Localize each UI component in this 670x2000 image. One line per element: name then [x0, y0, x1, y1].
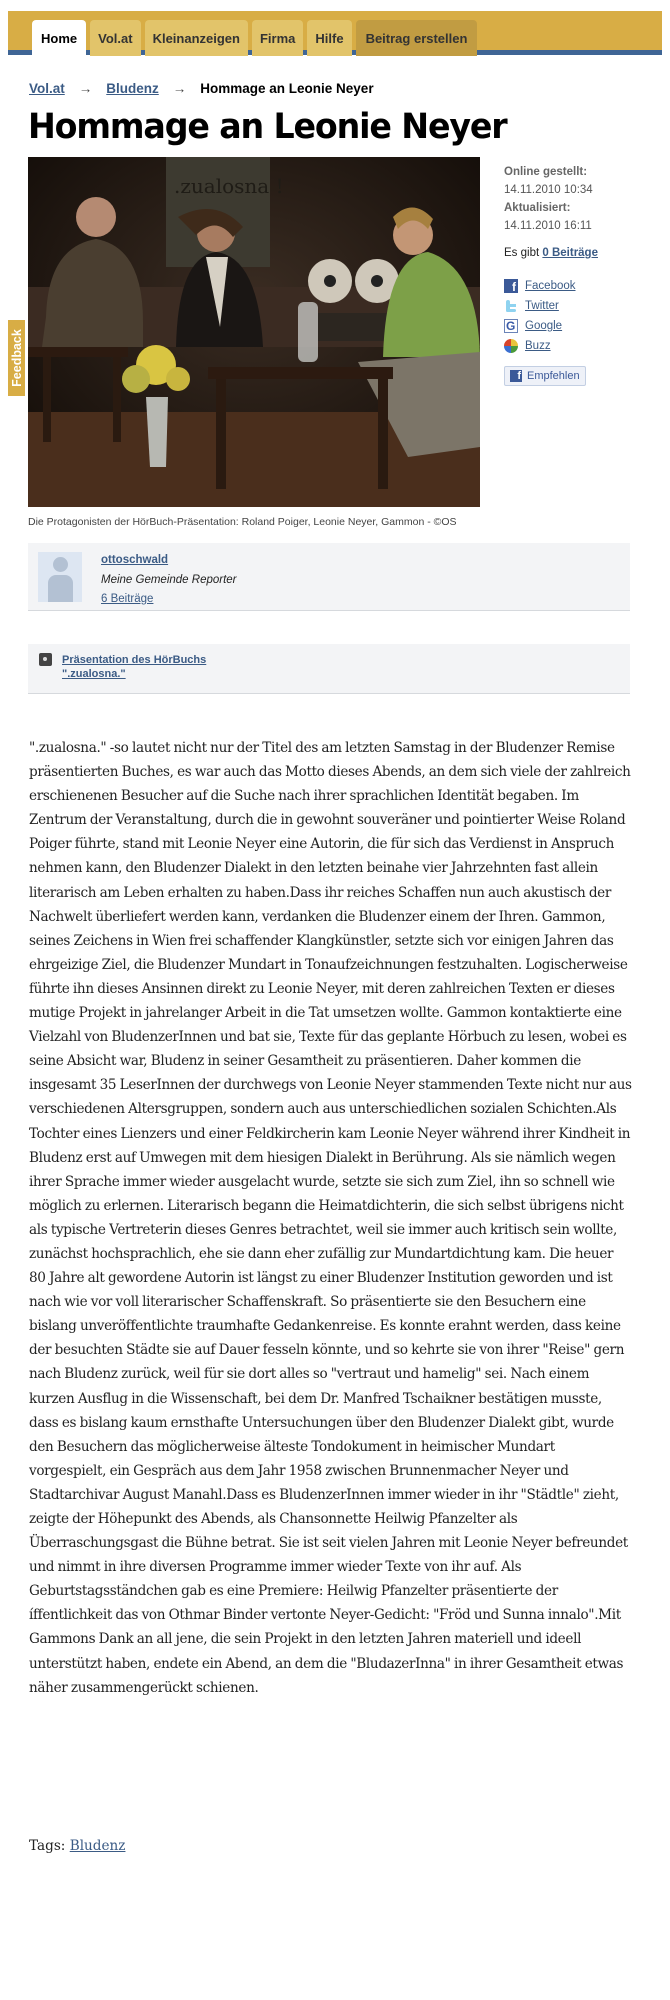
- page-title: Hommage an Leonie Neyer: [28, 107, 507, 147]
- tags: [29, 1838, 125, 1854]
- article-photo[interactable]: [28, 157, 480, 507]
- tab-hilfe[interactable]: Hilfe: [307, 20, 351, 56]
- article-body: ".zualosna." -so lautet nicht nur der Titel des am letzten Samstag in der Bludenzer Remise präsentierten Buches, es war auch das Motto dieses Abends, an dem sich viele der zahlreich erschienenen Besucher auf die Suche nach ihrer sprachlichen Identität begaben. Im Zentrum der Veranstaltung, durch die in gewohnt souveräner und pointierter Weise Roland Poiger führte, stand mit Leonie Neyer eine Autorin, die für sich das Verdienst in Anspruch nehmen kann, den Bludenzer Dialekt in den letzten beinahe vier Jahrzehnten fast allein literarisch am Leben erhalten zu haben.Dass ihr reiches Schaffen nun auch akustisch der Nachwelt überliefert werden kann, verdanken die Bludenzer einem der Ihren. Gammon, seines Zeichens in Wien frei schaffender Klangkünstler, setzte sich vor einigen Jahren das ehrgeizige Ziel, die Bludenzer Mundart in Tonaufzeichnungen festzuhalten. Logischerweise führte ihn dieses Ansinnen direkt zu Leonie Neyer, mit deren zahlreichen Texten er dieses mutige Projekt in jahrelanger Arbeit in die Tat umsetzen wollte. Gammon kontaktierte eine Vielzahl von BludenzerInnen und bat sie, Texte für das geplante Hörbuch zu lesen, wobei es seine Absicht war, Bludenz in seiner Gesamtheit zu präsentieren. Daher kommen die insgesamt 35 LeserInnen der durchwegs von Leonie Neyer stammenden Texte nicht nur aus verschiedenen Altersgruppen, sondern auch aus unterschiedlichen sozialen Schichten.Als Tochter eines Lienzers und einer Feldkircherin kam Leonie Neyer während ihrer Kindheit in Bludenz erst auf Umwegen mit dem hiesigen Dialekt in Berührung. Als sie nämlich wegen ihrer Sprache immer wieder ausgelacht wurde, setzte sie sich zum Ziel, ihn so schnell wie möglich zu erlernen. Literarisch begann die Heimatdichterin, die sich selbst übrigens nicht als typische Vertreterin dieses Genres betrachtet, weil sie immer auch kritisch sein wollte, zunächst hochsprachlich, ehe sie dann eher zufällig zur Mundartdichtung kam. Die heuer 80 Jahre alt gewordene Autorin ist längst zu einer Bludenzer Institution geworden und ist nach wie vor voll literarischer Schaffenskraft. So präsentierte sie den Besuchern eine bislang unveröffentlichte traumhafte Gedankenreise. Es konnte erahnt werden, dass keine der besuchten Städte sie auf Dauer fesseln könnte, und so kehrte sie von ihrer "Reise" gern nach Bludenz zurück, weil für sie dort alles so "vertraut und hamelig" sei. Nach einem kurzen Ausflug in die Wissenschaft, bei dem Dr. Manfred Tschaikner bestätigen musste, dass es bislang kaum ernsthafte Untersuchungen über den Bludenzer Dialekt gibt, wurde den Besuchern das möglicherweise älteste Tondokument in heimischer Mundart vorgespielt, ein Gespräch aus dem Jahr 1958 zwischen Brunnenmacher Neyer und Stadtarchivar August Manahl.Dass es BludenzerInnen immer wieder in ihr "Städtle" zieht, zeigte der Höhepunkt des Abends, als Chansonnette Heilwig Pfanzelter als Überraschungsgast die Bühne betrat. Sie ist seit vielen Jahren mit Leonie Neyer befreundet und nimmt in ihre diversen Programme immer wieder Texte von ihr auf. Als Geburtstagsständchen gab es eine Premiere: Heilwig Pfanzelter präsentierte der íffentlichkeit das von Othmar Binder vertonte Neyer-Gedicht: "Fröd und Sunna innalo".Mit Gammons Dank an all jene, die sein Projekt in den letzten Jahren materiell und ideell unterstützt haben, endete ein Abend, an dem die "BludazerInna" in ihrer Gesamtheit etwas näher zusammengerückt schienen.: [29, 740, 632, 1696]
- facebook-recommend-button[interactable]: [504, 366, 586, 386]
- facebook-icon: f: [510, 370, 522, 382]
- tab-firma[interactable]: Firma: [252, 20, 303, 56]
- google-icon: G: [504, 319, 518, 333]
- share-facebook-link[interactable]: Facebook: [525, 280, 576, 292]
- gallery-link[interactable]: Präsentation des HörBuchs ".zualosna.": [62, 654, 207, 680]
- tab-vol-at[interactable]: Vol.at: [90, 20, 140, 56]
- gallery-box: [28, 644, 630, 694]
- share-facebook[interactable]: [504, 276, 576, 296]
- share-google[interactable]: [504, 316, 576, 336]
- feedback-tab[interactable]: [8, 320, 25, 396]
- banner-text: .zualosna !: [174, 174, 284, 198]
- feedback-label: Feedback: [9, 329, 24, 387]
- comment-count: [504, 247, 598, 259]
- tab-home[interactable]: Home: [32, 20, 86, 60]
- article-meta: [504, 163, 598, 259]
- author-posts-link[interactable]: 6 Beiträge: [101, 593, 154, 605]
- breadcrumb-separator: →: [172, 81, 187, 96]
- breadcrumb-link-bludenz[interactable]: Bludenz: [106, 81, 159, 96]
- share-links: [504, 276, 576, 356]
- share-twitter[interactable]: [504, 296, 576, 316]
- author-name-link[interactable]: ottoschwald: [101, 554, 169, 566]
- updated-value: 14.11.2010 16:11: [504, 220, 592, 232]
- facebook-icon: f: [504, 279, 518, 293]
- updated-label: Aktualisiert:: [504, 202, 571, 214]
- buzz-icon: [504, 339, 518, 353]
- tab-kleinanzeigen[interactable]: Kleinanzeigen: [145, 20, 248, 56]
- author-box: [28, 543, 630, 611]
- tag-link-bludenz[interactable]: Bludenz: [69, 1838, 126, 1854]
- breadcrumb: [29, 81, 374, 96]
- comments-link[interactable]: 0 Beiträge: [542, 247, 598, 259]
- count-prefix: Es gibt: [504, 247, 540, 259]
- photo-illustration: [28, 157, 480, 507]
- recommend-label: Empfehlen: [527, 370, 580, 382]
- breadcrumb-link-vol-at[interactable]: Vol.at: [29, 81, 65, 96]
- tags-label: Tags:: [29, 1838, 66, 1854]
- online-value: 14.11.2010 10:34: [504, 184, 593, 196]
- photo-caption: Die Protagonisten der HörBuch-Präsentation: Roland Poiger, Leonie Neyer, Gammon - ©OS: [28, 516, 457, 528]
- online-label: Online gestellt:: [504, 166, 588, 178]
- share-google-link[interactable]: Google: [525, 320, 563, 332]
- author-role: Meine Gemeinde Reporter: [101, 574, 237, 586]
- share-twitter-link[interactable]: Twitter: [525, 300, 559, 312]
- camera-icon: [39, 653, 52, 666]
- share-buzz-link[interactable]: Buzz: [525, 340, 551, 352]
- breadcrumb-current: Hommage an Leonie Neyer: [200, 81, 374, 96]
- breadcrumb-separator: →: [78, 81, 93, 96]
- share-buzz[interactable]: [504, 336, 576, 356]
- twitter-icon: [504, 299, 518, 313]
- avatar[interactable]: [38, 552, 82, 602]
- tab-beitrag-erstellen[interactable]: Beitrag erstellen: [356, 20, 478, 56]
- main-tabs: [32, 20, 477, 60]
